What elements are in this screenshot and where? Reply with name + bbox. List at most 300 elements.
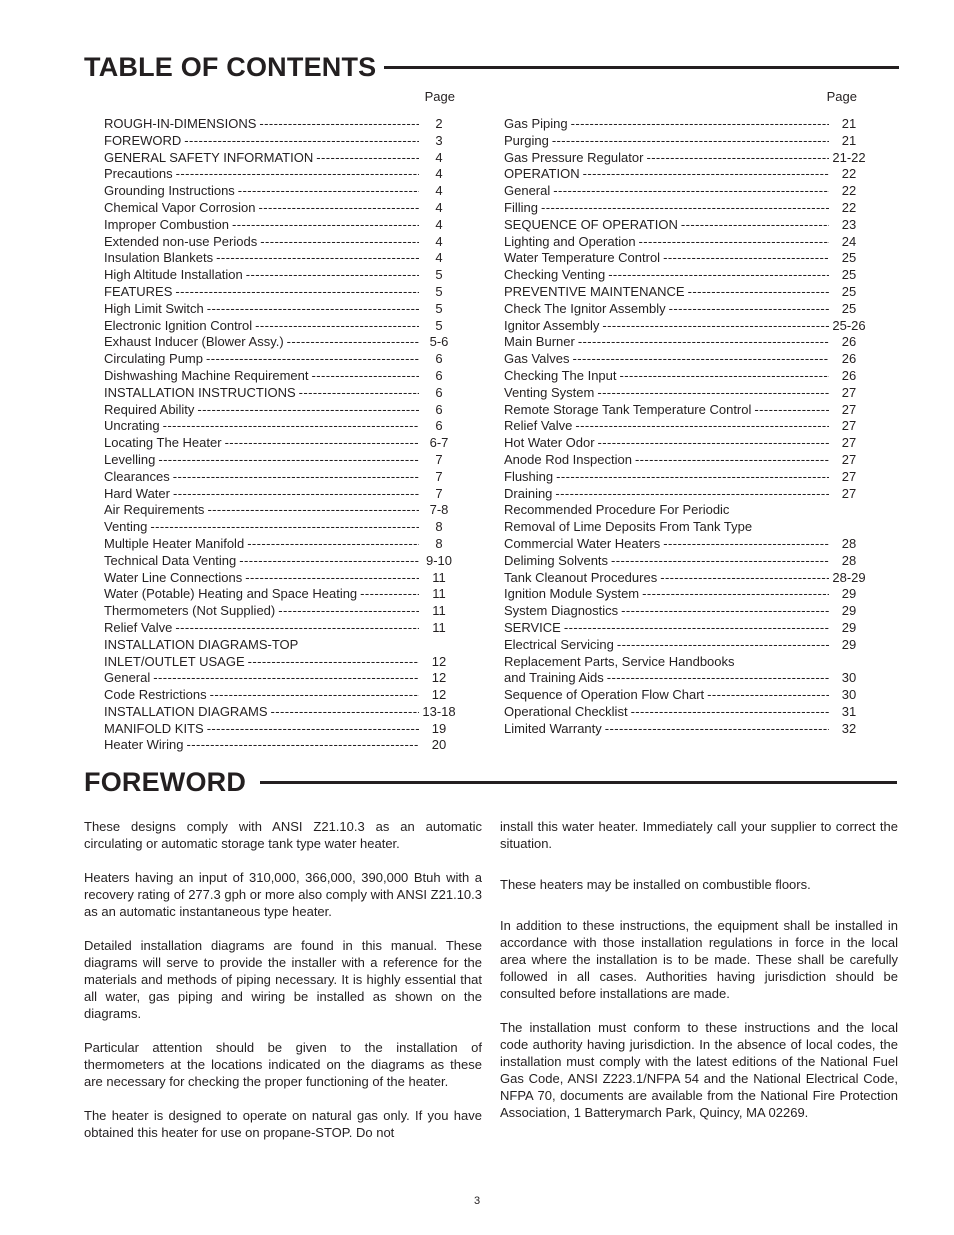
toc-entry — [504, 721, 866, 738]
toc-leader-dots — [175, 284, 419, 301]
toc-leader-dots — [316, 150, 419, 167]
toc-entry — [504, 183, 866, 200]
toc-entry-page: 19 — [431, 720, 447, 736]
toc-entry-page: 27 — [841, 418, 857, 434]
toc-entry — [104, 166, 456, 183]
foreword-paragraph: In addition to these instructions, the equipment shall be installed in accordance with those installation regulations in force in the local area where the installation is to be made. These shall be carefully followed in all cases. Authorities having jurisdiction should be consulted before installations are made. — [500, 918, 898, 1001]
toc-entry-page: 25-26 — [832, 317, 866, 333]
toc-entry-page: 13-18 — [422, 703, 456, 719]
toc-leader-dots — [646, 150, 829, 167]
toc-leader-dots — [688, 284, 829, 301]
toc-entry — [104, 654, 456, 671]
toc-entry — [104, 737, 456, 754]
toc-entry-title: FEATURES — [104, 283, 173, 299]
toc-leader-dots — [635, 452, 829, 469]
toc-entry — [104, 217, 456, 234]
toc-leader-dots — [210, 687, 419, 704]
toc-entry-title: Main Burner — [504, 334, 575, 350]
toc-entry-page: 12 — [431, 687, 447, 703]
toc-leader-dots — [176, 166, 419, 183]
foreword-paragraph: These designs comply with ANSI Z21.10.3 as an automatic circulating or automatic storage tank type water heater. — [84, 819, 482, 851]
toc-entry-title: Flushing — [504, 468, 554, 484]
toc-entry — [504, 234, 866, 251]
toc-entry-page: 6 — [435, 367, 443, 383]
toc-entry-title: Chemical Vapor Corrosion — [104, 199, 256, 215]
toc-entry — [104, 301, 456, 318]
toc-entry — [504, 687, 866, 704]
toc-entry — [504, 452, 866, 469]
toc-leader-dots — [186, 737, 419, 754]
toc-entry-title: Relief Valve — [504, 418, 573, 434]
toc-entry-page: 3 — [435, 132, 443, 148]
toc-entry-title: System Diagnostics — [504, 603, 619, 619]
toc-leader-dots — [173, 486, 419, 503]
toc-entry — [504, 334, 866, 351]
toc-entry-title: Uncrating — [104, 418, 160, 434]
toc-entry-title: FOREWORD — [104, 132, 182, 148]
toc-leader-dots — [583, 166, 829, 183]
toc-entry — [104, 116, 456, 133]
toc-leader-dots — [575, 418, 829, 435]
toc-entry-page: 4 — [435, 233, 443, 249]
toc-entry-title: SERVICE — [504, 619, 561, 635]
toc-entry-page: 11 — [432, 586, 446, 602]
toc-heading-rule — [384, 66, 899, 69]
toc-entry-page: 6-7 — [429, 435, 449, 451]
toc-entry-title: SEQUENCE OF OPERATION — [504, 216, 678, 232]
toc-entry-page: 12 — [431, 670, 447, 686]
toc-entry-page: 5 — [435, 283, 443, 299]
foreword-heading-rule — [260, 781, 897, 784]
toc-entry-page: 4 — [435, 199, 443, 215]
toc-leader-dots — [573, 351, 829, 368]
toc-leader-dots — [571, 116, 829, 133]
toc-entry-page: 30 — [841, 687, 857, 703]
toc-leader-dots — [553, 183, 829, 200]
toc-entry — [504, 570, 866, 587]
toc-entry-title: Sequence of Operation Flow Chart — [504, 687, 705, 703]
toc-entry-page: 5 — [435, 317, 443, 333]
toc-leader-dots — [738, 654, 829, 671]
toc-leader-dots — [578, 334, 829, 351]
toc-entry — [104, 603, 456, 620]
toc-entry — [504, 469, 866, 486]
toc-leader-dots — [184, 133, 419, 150]
toc-leader-dots — [611, 553, 829, 570]
toc-entry-title: Hard Water — [104, 485, 170, 501]
toc-leader-dots — [278, 603, 419, 620]
toc-entry — [104, 150, 456, 167]
toc-entry — [504, 435, 866, 452]
toc-entry-title: Remote Storage Tank Temperature Control — [504, 401, 752, 417]
toc-entry-page: 21-22 — [832, 149, 866, 165]
toc-entry — [504, 519, 866, 536]
toc-entry-title: Ignitor Assembly — [504, 317, 600, 333]
toc-entry — [504, 200, 866, 217]
toc-entry-page: 27 — [841, 401, 857, 417]
toc-leader-dots — [238, 183, 419, 200]
toc-heading-row — [84, 52, 899, 83]
toc-entry-page: 26 — [841, 351, 857, 367]
toc-entry — [104, 721, 456, 738]
toc-entry-page: 22 — [841, 166, 857, 182]
toc-entry-page: 32 — [841, 720, 857, 736]
toc-entry-title: Air Requirements — [104, 502, 205, 518]
toc-leader-dots — [556, 469, 829, 486]
toc-entry-title: Levelling — [104, 451, 156, 467]
toc-entry — [104, 250, 456, 267]
toc-entry-title: Electronic Ignition Control — [104, 317, 253, 333]
toc-entry — [504, 166, 866, 183]
toc-entry — [504, 654, 866, 671]
toc-leader-dots — [755, 519, 829, 536]
toc-entry — [104, 502, 456, 519]
toc-entry-title: INLET/OUTLET USAGE — [104, 653, 245, 669]
toc-leader-dots — [639, 234, 829, 251]
toc-entry — [104, 586, 456, 603]
toc-leader-dots — [153, 670, 419, 687]
toc-entry-page: 6 — [435, 401, 443, 417]
toc-leader-dots — [660, 570, 829, 587]
foreword-paragraph: Heaters having an input of 310,000, 366,000, 390,000 Btuh with a recovery rating of 277.3 gph or more also comply with ANSI Z21.10.3 as an automatic instantaneous type heater. — [84, 870, 482, 919]
toc-entry-title: Tank Cleanout Procedures — [504, 569, 658, 585]
toc-entry-title: General — [104, 670, 151, 686]
toc-entry-page: 7 — [435, 485, 443, 501]
toc-leader-dots — [259, 116, 419, 133]
toc-entry-title: Clearances — [104, 468, 170, 484]
toc-entry — [504, 284, 866, 301]
toc-entry — [104, 385, 456, 402]
toc-entry-page: 27 — [841, 485, 857, 501]
toc-entry-page: 4 — [435, 149, 443, 165]
toc-entry-page: 27 — [841, 435, 857, 451]
toc-entry-page: 9-10 — [425, 552, 453, 568]
toc-entry-title: Anode Rod Inspection — [504, 451, 632, 467]
toc-entry-page: 28 — [841, 552, 857, 568]
foreword-heading-row — [84, 767, 897, 798]
toc-entry — [104, 670, 456, 687]
toc-list-left — [104, 116, 456, 754]
toc-leader-dots — [173, 469, 419, 486]
foreword-column-left — [84, 818, 482, 1158]
toc-entry-page: 25 — [841, 267, 857, 283]
toc-entry-page: 2 — [435, 116, 443, 131]
toc-entry-title: INSTALLATION DIAGRAMS — [104, 703, 268, 719]
toc-leader-dots — [207, 301, 419, 318]
toc-entry — [504, 250, 866, 267]
toc-entry-title: Gas Piping — [504, 116, 568, 131]
toc-entry — [104, 234, 456, 251]
toc-entry-title: Removal of Lime Deposits From Tank Type — [504, 519, 753, 535]
page-number: 3 — [473, 1195, 481, 1207]
toc-entry — [504, 133, 866, 150]
toc-entry — [104, 519, 456, 536]
toc-leader-dots — [248, 654, 419, 671]
toc-entry-page: 20 — [431, 737, 447, 753]
toc-entry-page: 25 — [841, 283, 857, 299]
toc-entry-page: 24 — [841, 233, 857, 249]
toc-leader-dots — [598, 435, 829, 452]
toc-leader-dots — [206, 351, 419, 368]
toc-entry-title: OPERATION — [504, 166, 580, 182]
toc-entry-page: 22 — [841, 199, 857, 215]
toc-entry-title: Water (Potable) Heating and Space Heating — [104, 586, 358, 602]
toc-leader-dots — [555, 486, 829, 503]
toc-entry — [104, 318, 456, 335]
toc-entry — [504, 502, 866, 519]
toc-entry-title: Deliming Solvents — [504, 552, 609, 568]
toc-leader-dots — [271, 704, 420, 721]
toc-entry-title: Gas Valves — [504, 351, 570, 367]
toc-leader-dots — [605, 721, 829, 738]
toc-leader-dots — [197, 402, 419, 419]
toc-entry — [504, 318, 866, 335]
toc-entry — [104, 486, 456, 503]
toc-leader-dots — [608, 267, 829, 284]
toc-entry — [104, 418, 456, 435]
toc-entry — [504, 351, 866, 368]
toc-entry-page: 21 — [841, 116, 857, 131]
toc-entry-title: Checking Venting — [504, 267, 606, 283]
toc-entry — [504, 217, 866, 234]
toc-entry — [104, 452, 456, 469]
toc-leader-dots — [247, 536, 419, 553]
toc-leader-dots — [754, 402, 829, 419]
toc-entry-page: 8 — [435, 519, 443, 535]
toc-entry-page: 4 — [435, 183, 443, 199]
toc-entry-page: 28 — [841, 535, 857, 551]
toc-entry — [104, 200, 456, 217]
toc-leader-dots — [299, 385, 419, 402]
toc-column-left — [104, 88, 456, 754]
toc-entry-page: 29 — [841, 603, 857, 619]
toc-entry-title: Water Temperature Control — [504, 250, 661, 266]
foreword-paragraph: The heater is designed to operate on natural gas only. If you have obtained this heater for use on propane-STOP. Do not — [84, 1108, 482, 1140]
toc-entry — [504, 586, 866, 603]
toc-entry — [504, 486, 866, 503]
toc-leader-dots — [259, 200, 420, 217]
toc-entry — [504, 603, 866, 620]
toc-entry — [504, 402, 866, 419]
toc-leader-dots — [163, 418, 419, 435]
toc-leader-dots — [175, 620, 419, 637]
toc-entry-title: Purging — [504, 132, 549, 148]
toc-entry — [504, 267, 866, 284]
toc-leader-dots — [245, 570, 419, 587]
toc-entry-page: 4 — [435, 216, 443, 232]
toc-entry-title: High Altitude Installation — [104, 267, 243, 283]
toc-entry-title: GENERAL SAFETY INFORMATION — [104, 149, 314, 165]
toc-entry-title: INSTALLATION DIAGRAMS-TOP — [104, 636, 299, 652]
toc-leader-dots — [541, 200, 829, 217]
toc-entry — [104, 368, 456, 385]
toc-entry — [504, 704, 866, 721]
toc-entry-page: 26 — [841, 334, 857, 350]
toc-entry — [104, 351, 456, 368]
toc-entry-title: Filling — [504, 199, 538, 215]
toc-entry-page: 27 — [841, 384, 857, 400]
toc-leader-dots — [225, 435, 419, 452]
toc-entry-title: PREVENTIVE MAINTENANCE — [504, 283, 685, 299]
toc-entry — [504, 385, 866, 402]
toc-entry — [104, 334, 456, 351]
toc-entry-page: 7-8 — [429, 502, 449, 518]
toc-entry-page: 6 — [435, 384, 443, 400]
toc-entry-title: Insulation Blankets — [104, 250, 214, 266]
toc-entry-title: Multiple Heater Manifold — [104, 535, 245, 551]
toc-entry — [104, 620, 456, 637]
toc-entry-page: 23 — [841, 216, 857, 232]
toc-page-header-left: Page — [424, 89, 455, 104]
toc-entry-page: 27 — [841, 451, 857, 467]
toc-leader-dots — [287, 334, 419, 351]
toc-entry-page: 30 — [841, 670, 857, 686]
toc-entry-title: Draining — [504, 485, 553, 501]
toc-entry-page: 4 — [435, 250, 443, 266]
toc-entry-page: 8 — [435, 535, 443, 551]
toc-entry-title: Venting System — [504, 384, 595, 400]
toc-entry-title: Operational Checklist — [504, 703, 628, 719]
toc-leader-dots — [642, 586, 829, 603]
toc-entry-title: Recommended Procedure For Periodic — [504, 502, 730, 518]
toc-entry-page: 6 — [435, 351, 443, 367]
toc-leader-dots — [663, 536, 829, 553]
toc-entry — [504, 301, 866, 318]
toc-leader-dots — [607, 670, 829, 687]
toc-entry — [504, 116, 866, 133]
toc-entry-page: 25 — [841, 250, 857, 266]
toc-entry-title: Precautions — [104, 166, 173, 182]
foreword-paragraph: install this water heater. Immediately call your supplier to correct the situation. — [500, 819, 898, 851]
toc-entry — [504, 536, 866, 553]
toc-entry-title: High Limit Switch — [104, 300, 204, 316]
toc-entry-title: Relief Valve — [104, 619, 173, 635]
toc-entry — [104, 704, 456, 721]
toc-entry-page: 26 — [841, 367, 857, 383]
toc-entry-page: 5 — [435, 300, 443, 316]
foreword-column-right — [500, 818, 898, 1138]
toc-entry-page: 25 — [841, 300, 857, 316]
toc-entry-page: 5-6 — [429, 334, 449, 350]
toc-entry-title: Venting — [104, 519, 148, 535]
toc-entry-title: Dishwashing Machine Requirement — [104, 367, 309, 383]
toc-entry-title: Checking The Input — [504, 367, 617, 383]
toc-leader-dots — [552, 133, 829, 150]
toc-entry-page: 29 — [841, 619, 857, 635]
toc-entry — [504, 637, 866, 654]
toc-leader-dots — [216, 250, 419, 267]
toc-leader-dots — [617, 637, 829, 654]
toc-entry-title: Replacement Parts, Service Handbooks — [504, 653, 735, 669]
toc-entry — [104, 536, 456, 553]
toc-entry — [504, 620, 866, 637]
toc-entry-title: Circulating Pump — [104, 351, 203, 367]
toc-entry-title: Electrical Servicing — [504, 636, 614, 652]
foreword-paragraph: Particular attention should be given to the installation of thermometers at the locations indicated on the diagrams as these are necessary for checking the proper functioning of the heater. — [84, 1040, 482, 1089]
toc-entry-title: Required Ability — [104, 401, 195, 417]
toc-leader-dots — [312, 368, 420, 385]
toc-entry-title: Grounding Instructions — [104, 183, 235, 199]
toc-entry-page: 22 — [841, 183, 857, 199]
toc-entry — [104, 267, 456, 284]
foreword-paragraph: The installation must conform to these instructions and the local code authority having jurisdiction. In the absence of local codes, the installation must comply with the latest editions of the National Fuel Gas Code, ANSI Z223.1/NFPA 54 and the National Electrical Code, NFPA 70, documents are available from the National Fire Protection Association, 1 Batterymarch Park, Quincy, MA 02269. — [500, 1020, 898, 1120]
toc-entry-page: 7 — [435, 451, 443, 467]
toc-leader-dots — [150, 519, 419, 536]
toc-entry-page: 11 — [432, 569, 446, 585]
toc-entry-page: 11 — [432, 619, 446, 635]
toc-entry-title: INSTALLATION INSTRUCTIONS — [104, 384, 296, 400]
toc-leader-dots — [301, 637, 419, 654]
toc-entry-page: 21 — [841, 132, 857, 148]
toc-entry-page: 29 — [841, 636, 857, 652]
toc-page-header-right: Page — [826, 89, 857, 104]
toc-entry — [104, 553, 456, 570]
toc-leader-dots — [732, 502, 829, 519]
toc-leader-dots — [631, 704, 829, 721]
toc-entry-page: 11 — [432, 603, 446, 619]
toc-entry — [104, 183, 456, 200]
toc-leader-dots — [669, 301, 829, 318]
toc-leader-dots — [360, 586, 419, 603]
foreword-paragraph: These heaters may be installed on combustible floors. — [500, 877, 811, 892]
toc-entry-page: 12 — [431, 653, 447, 669]
toc-leader-dots — [564, 620, 829, 637]
toc-entry-page: 29 — [841, 586, 857, 602]
toc-entry-title: and Training Aids — [504, 670, 604, 686]
toc-entry-title: Limited Warranty — [504, 720, 602, 736]
toc-leader-dots — [663, 250, 829, 267]
toc-entry-title: Gas Pressure Regulator — [504, 149, 644, 165]
toc-leader-dots — [246, 267, 419, 284]
toc-entry — [504, 553, 866, 570]
toc-entry-page: 28-29 — [832, 569, 866, 585]
toc-column-right — [504, 88, 866, 737]
toc-leader-dots — [597, 385, 829, 402]
toc-list-right — [504, 116, 866, 737]
toc-entry-page: 6 — [435, 418, 443, 434]
toc-leader-dots — [707, 687, 829, 704]
toc-entry-page: 7 — [435, 468, 443, 484]
toc-entry — [504, 418, 866, 435]
toc-leader-dots — [207, 502, 419, 519]
toc-entry — [104, 637, 456, 654]
toc-leader-dots — [232, 217, 419, 234]
toc-entry — [104, 402, 456, 419]
toc-entry — [104, 570, 456, 587]
toc-entry-title: Commercial Water Heaters — [504, 535, 661, 551]
toc-entry-title: Thermometers (Not Supplied) — [104, 603, 276, 619]
toc-entry — [104, 133, 456, 150]
toc-leader-dots — [260, 234, 419, 251]
toc-entry-title: Exhaust Inducer (Blower Assy.) — [104, 334, 284, 350]
toc-leader-dots — [602, 318, 829, 335]
toc-entry — [104, 687, 456, 704]
toc-entry-title: Check The Ignitor Assembly — [504, 300, 666, 316]
foreword-paragraph: Detailed installation diagrams are found in this manual. These diagrams will serve to provide the installer with a reference for the materials and methods of piping necessary. It is highly essential that all water, gas piping and wiring be installed as shown on the diagrams. — [84, 938, 482, 1021]
toc-entry — [504, 368, 866, 385]
toc-entry-page: 5 — [435, 267, 443, 283]
toc-leader-dots — [158, 452, 419, 469]
toc-entry — [104, 469, 456, 486]
toc-entry-title: Extended non-use Periods — [104, 233, 258, 249]
toc-entry-page: 4 — [435, 166, 443, 182]
toc-entry-title: Heater Wiring — [104, 737, 184, 753]
toc-leader-dots — [255, 318, 419, 335]
toc-entry-title: Hot Water Odor — [504, 435, 595, 451]
toc-entry — [504, 150, 866, 167]
toc-entry-page: 27 — [841, 468, 857, 484]
toc-entry-title: Locating The Heater — [104, 435, 222, 451]
